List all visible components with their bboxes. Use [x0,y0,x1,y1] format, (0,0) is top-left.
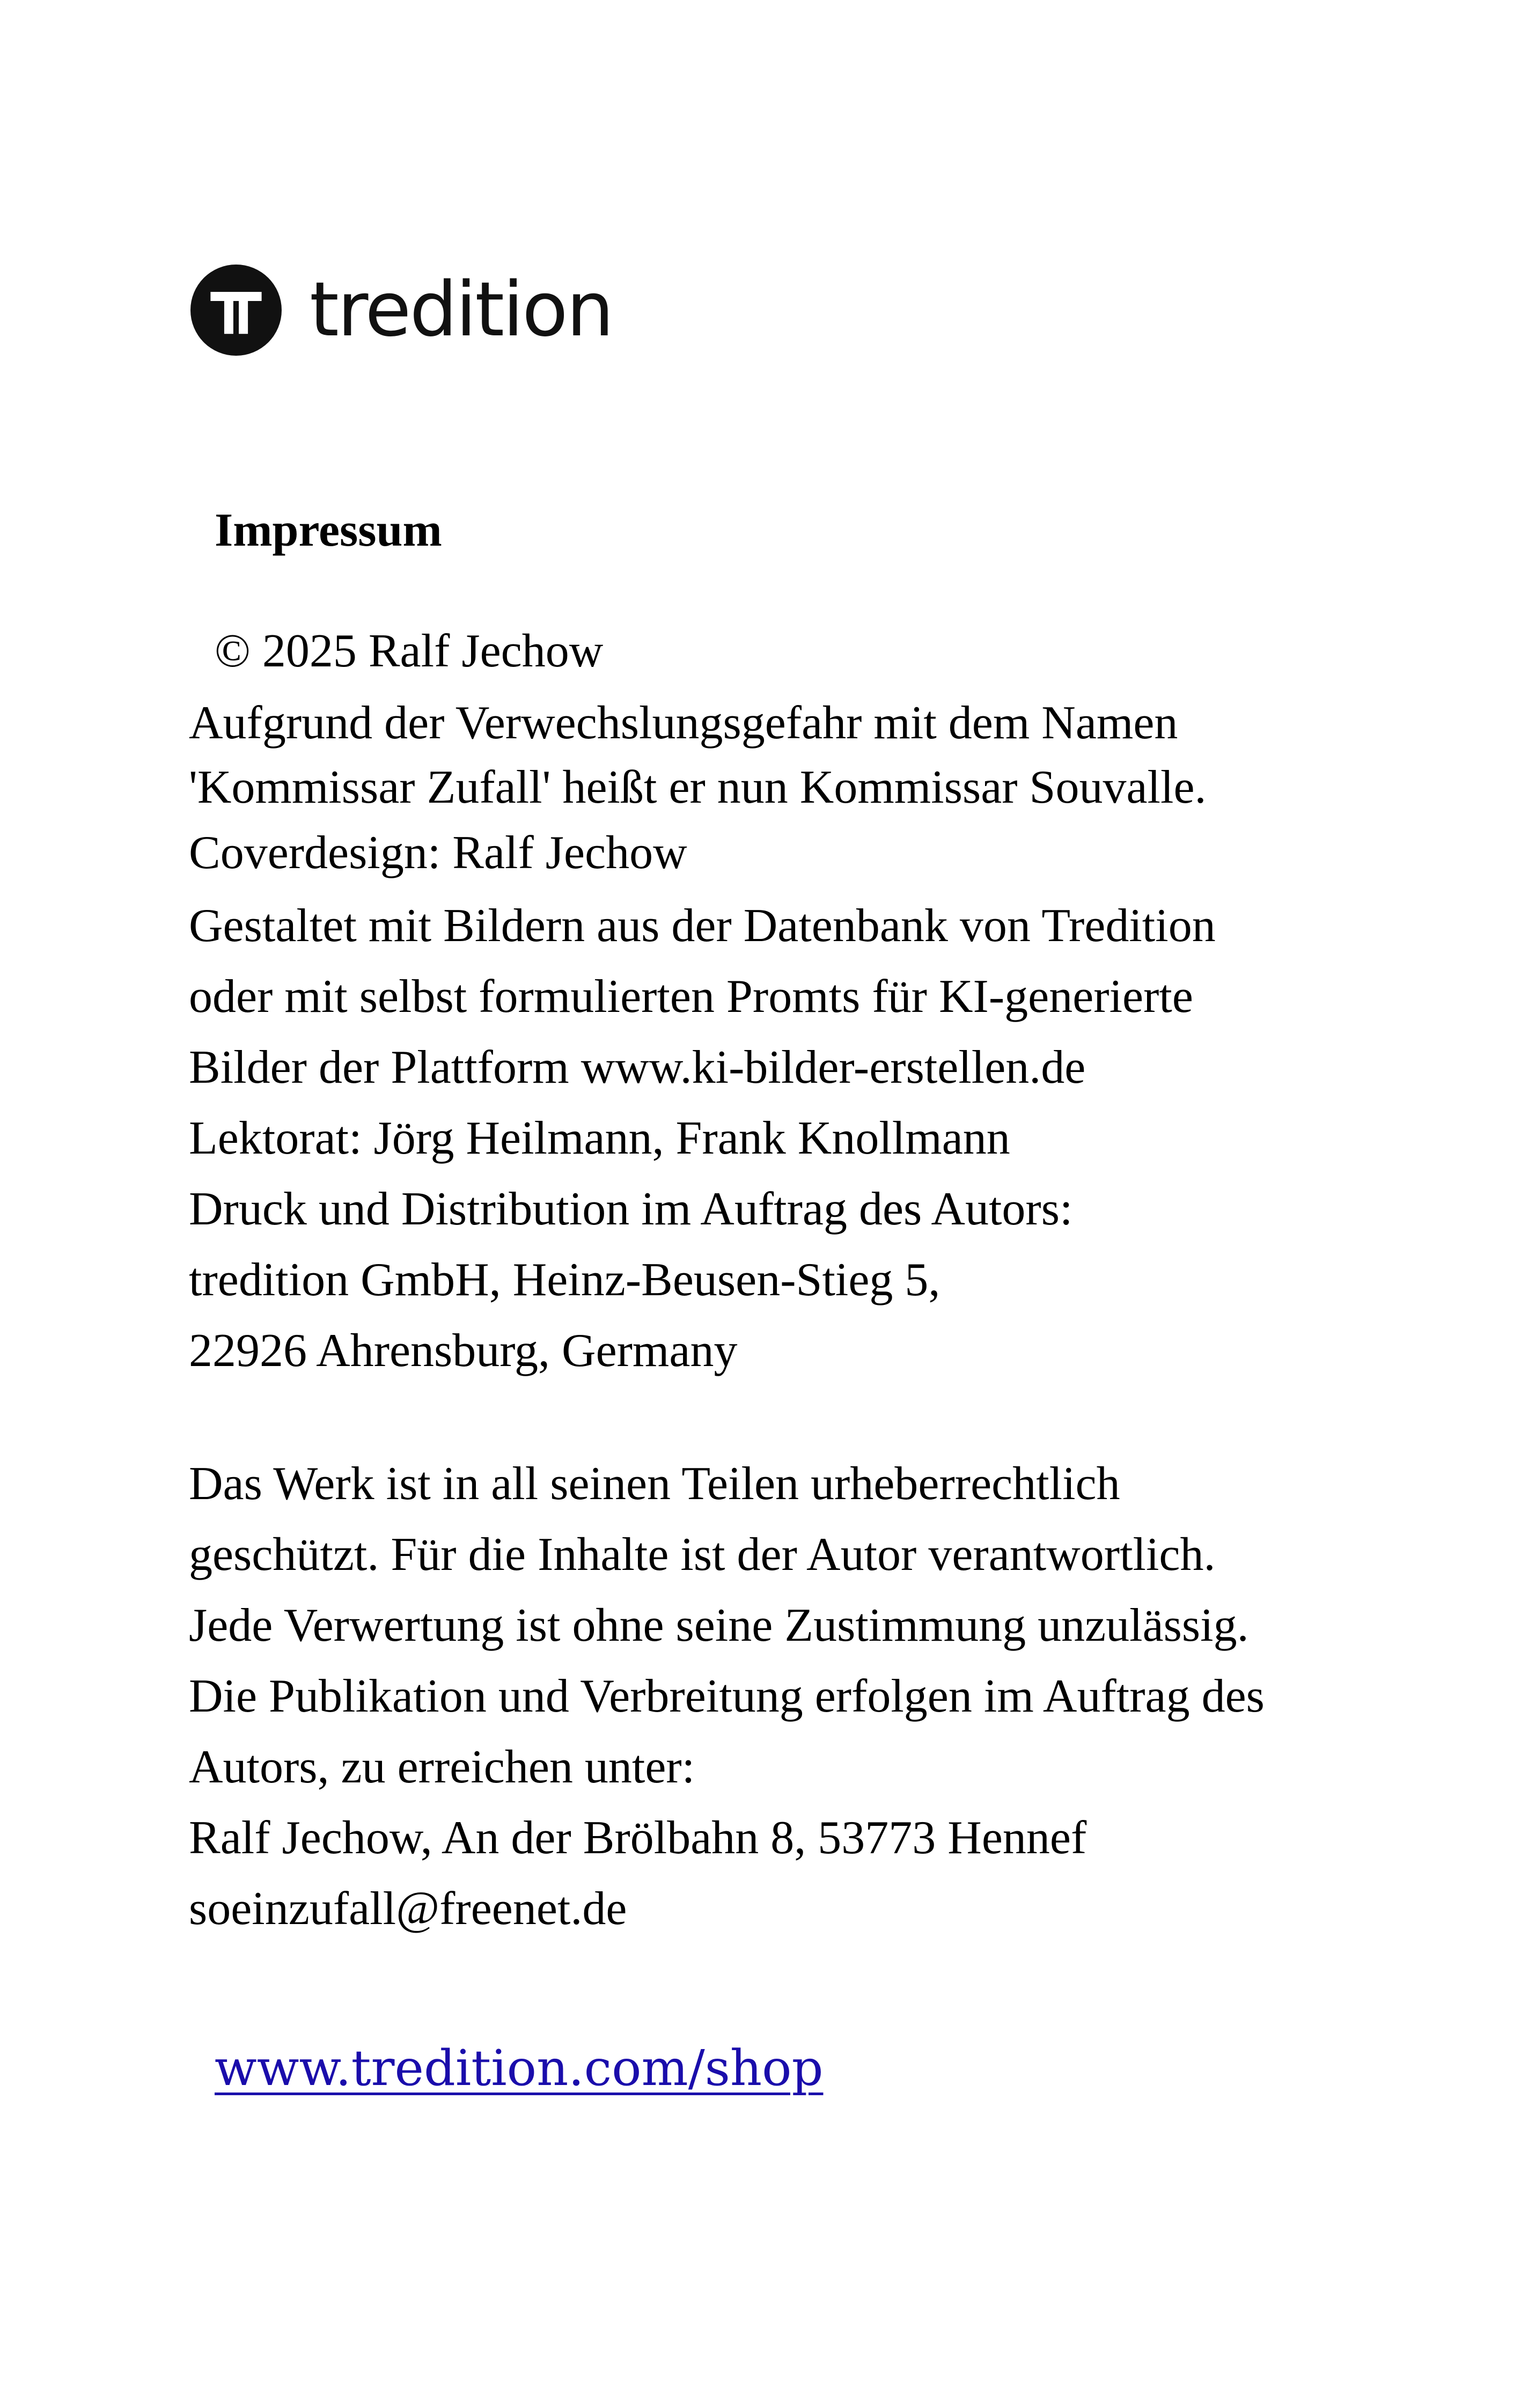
cover-design-credit [189,821,1423,885]
tredition-logo-icon [190,265,282,356]
legal-line: Autors, zu erreichen unter: [189,1741,695,1793]
distribution-line: Druck und Distribution im Auftrag des Autors: [189,1183,1073,1235]
publisher-city-line: 22926 Ahrensburg, Germany [189,1325,738,1377]
publisher-address-line: tredition GmbH, Heinz-Beusen-Stieg 5, [189,1254,940,1306]
legal-line: Jede Verwertung ist ohne seine Zustimmung unzulässig. [189,1599,1249,1651]
name-notice-line: Aufgrund der Verwechslungsgefahr mit dem Namen [189,697,1178,749]
name-notice-line: 'Kommissar Zufall' heißt er nun Kommissar Souvalle. [189,761,1207,813]
imprint-details [189,891,1423,1386]
author-email-line: soeinzufall@freenet.de [189,1883,627,1935]
imprint-heading: Impressum [215,504,442,556]
logo-wordmark: tredition [310,266,613,354]
author-address-line: Ralf Jechow, An der Brölbahn 8, 53773 Hennef [189,1812,1087,1864]
shop-link[interactable]: www.tredition.com/shop [215,2039,824,2097]
editor-credit-line: Lektorat: Jörg Heilmann, Frank Knollmann [189,1112,1010,1164]
details-line: Bilder der Plattform www.ki-bilder-erstellen.de [189,1041,1086,1093]
name-notice [189,691,1423,820]
cover-design-line: Coverdesign: Ralf Jechow [189,827,687,879]
details-line: oder mit selbst formulierten Promts für KI-generierte [189,971,1193,1023]
legal-line: Das Werk ist in all seinen Teilen urheberrechtlich [189,1458,1120,1510]
legal-line: geschützt. Für die Inhalte ist der Autor verantwortlich. [189,1529,1216,1581]
details-line: Gestaltet mit Bildern aus der Datenbank von Tredition [189,900,1216,952]
copyright-line: © 2025 Ralf Jechow [215,625,604,677]
tredition-logo [190,263,612,357]
legal-notice [189,1449,1423,1944]
legal-line: Die Publikation und Verbreitung erfolgen im Auftrag des [189,1670,1265,1722]
